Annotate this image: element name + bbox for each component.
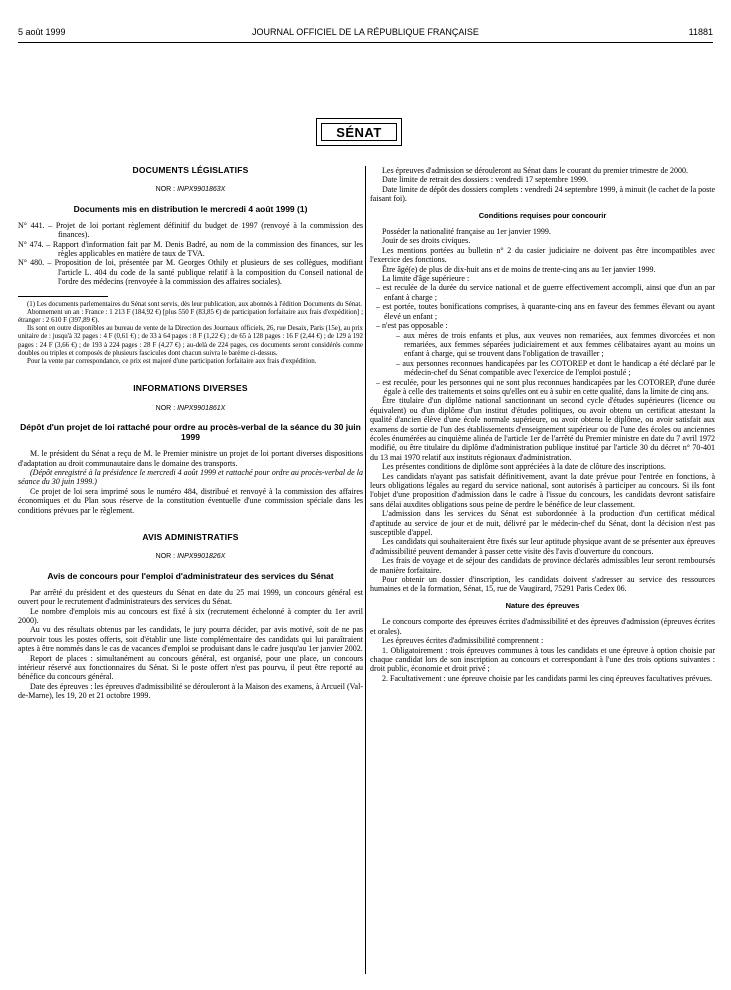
- footnote: (1) Les documents parlementaires du Sénat sont servis, dès leur publication, aux abonnés à l'édition Documents du Sénat.: [27, 300, 362, 308]
- nature-title: Nature des épreuves: [505, 600, 580, 610]
- paragraph: Date limite de retrait des dossiers : vendredi 17 septembre 1999.: [382, 175, 588, 185]
- column-divider: [365, 166, 366, 974]
- nor-label: NOR :: [155, 553, 178, 561]
- journal-title: JOURNAL OFFICIEL DE LA RÉPUBLIQUE FRANÇAISE: [252, 27, 479, 37]
- documents-title: Documents mis en distribution le mercredi 4 août 1999 (1): [73, 203, 308, 214]
- nor-code: INPX9901826X: [177, 553, 226, 561]
- paragraph: Date limite de dépôt des dossiers complets : vendredi 24 septembre 1999, à minuit (le cachet de la poste faisant foi).: [370, 184, 716, 204]
- paragraph: M. le président du Sénat a reçu de M. le Premier ministre un projet de loi portant diverses dispositions d'adaptation au droit communautaire dans le domaine des transports.: [18, 449, 363, 468]
- nor-reference: [18, 185, 363, 194]
- paragraph: Date des épreuves : les épreuves d'admissibilité se dérouleront à la Maison des examens, à Arcueil (Val-de-Marne), les 19, 20 et 21 octobre 1999.: [18, 681, 363, 701]
- paragraph: Les épreuves d'admission se dérouleront au Sénat dans le courant du premier trimestre de 2000.: [382, 166, 689, 175]
- nor-label: NOR :: [155, 186, 178, 194]
- paragraph: Les frais de voyage et de séjour des candidats de province déclarés admissibles leur seront remboursés de manière forfaitaire.: [370, 556, 715, 575]
- paragraph: Être titulaire d'un diplôme national sanctionnant un second cycle d'études supérieures (licence ou équivalent) ou d'un diplôme d'un institut d'études politiques, ou avoir obtenu un certificat attestant la qualité d'ancien élève d'une école normale supérieure, ou avoir obtenu le diplôme, ou avoir satisfait aux examens de sortie de l'un des établissements d'enseignement supérieur ou de l'une des écoles ou anciennes écoles énumérées au cinquième alinéa de l'article 1er de l'arrêté du Premier ministre en date du 7 avril 1972 modifié, ou être titulaire du diplôme d'administration publique institué par l'article 30 du décret n° 70-401 du 13 mai 1970 relatif aux instituts régionaux d'administration.: [370, 396, 715, 462]
- paragraph: La limite d'âge supérieure :: [382, 274, 470, 284]
- heading-avis-administratifs: AVIS ADMINISTRATIFS: [142, 531, 239, 542]
- issue-date: 5 août 1999: [18, 27, 66, 37]
- paragraph: Posséder la nationalité française au 1er janvier 1999.: [382, 227, 551, 237]
- paragraph: (Dépôt enregistré à la présidence le mercredi 4 août 1999 et rattaché pour ordre au procès-verbal de la séance du 30 juin 1999.): [18, 467, 363, 487]
- age-limit-subitem: – aux personnes reconnues handicapées par les COTOREP et dont le handicap a été déclaré par le médecin-chef du Sénat compatible avec l'exercice de l'emploi postulé ;: [396, 358, 715, 378]
- concours-title: Avis de concours pour l'emploi d'administrateur des services du Sénat: [47, 570, 334, 581]
- paragraph: Les épreuves écrites d'admissibilité comprennent :: [382, 636, 544, 646]
- paragraph: Les candidats qui souhaiteraient être fixés sur leur aptitude physique avant de se présenter aux épreuves d'admissibilité peuvent demander à passer cette visite dès l'avis d'ouverture du concours.: [370, 537, 715, 556]
- footnote: Ils sont en outre disponibles au bureau de vente de la Direction des Journaux officiels, 26, rue Desaix, Paris (15e), au prix unitaire de : jusqu'à 32 pages : 4 F (0,61 €) ; de 33 à 64 pages : 8 F (1,22 €) ; de 65 à 128 pages : 16 F (2,44 €) ; de 129 à 192 pages : 24 F (3,66 €) ; de 193 à 224 pages : 28 F (4,27 €) ; au-delà de 224 pages, ces documents seront considérés comme doubles ou triples et composés de plusieurs fascicules dont chacun suivra le barème ci-dessus.: [18, 325, 363, 357]
- nor-code: INPX9901863X: [177, 186, 226, 194]
- age-limit-item: – n'est pas opposable :: [376, 321, 448, 331]
- paragraph: Par arrêté du président et des questeurs du Sénat en date du 25 mai 1999, un concours général est ouvert pour le recrutement d'administrateurs des services du Sénat.: [18, 587, 363, 607]
- document-item: N° 441. – Projet de loi portant règlement définitif du budget de 1997 (renvoyé à la commission des finances).: [18, 220, 363, 240]
- paragraph: 2. Facultativement : une épreuve choisie par les candidats parmi les cinq épreuves facultatives prévues.: [382, 673, 713, 683]
- paragraph: Pour obtenir un dossier d'inscription, les candidats doivent s'adresser au service des ressources humaines et de la formation, Sénat, 15, rue de Vaugirard, 75291 Paris Cedex 06.: [370, 575, 715, 594]
- document-item: N° 474. – Rapport d'information fait par M. Denis Badré, au nom de la commission des finances, sur les règles applicables en matière de taux de TVA.: [18, 239, 363, 259]
- paragraph: Jouir de ses droits civiques.: [382, 236, 471, 246]
- age-limit-item: – est portée, toutes bonifications comprises, à quarante-cinq ans en faveur des femmes élevant ou ayant élevé un enfant ;: [376, 302, 715, 321]
- left-column: [18, 166, 363, 701]
- paragraph: L'admission dans les services du Sénat est subordonnée à la production d'un certificat médical d'aptitude au service de jour et de nuit, délivré par le médecin-chef du Sénat, dont la décision n'est pas susceptible d'appel.: [370, 509, 715, 538]
- page-number: 11881: [688, 27, 713, 37]
- paragraph: 1. Obligatoirement : trois épreuves communes à tous les candidats et une épreuve à option choisie par chaque candidat lors de son inscription au concours et correspondant à l'une des trois options suivantes : droit public, économie et droit privé ;: [370, 645, 715, 674]
- depot-title: Dépôt d'un projet de loi rattaché pour ordre au procès-verbal de la séance du 30 juin 1999: [20, 422, 361, 443]
- age-limit-item: – est reculée de la durée du service national et de guerre effectivement accompli, ainsi que d'un an par enfant à charge ;: [376, 283, 715, 302]
- header-rule: [18, 42, 713, 43]
- document-item: N° 480. – Proposition de loi, présentée par M. Georges Othily et plusieurs de ses collègues, modifiant l'article L. 404 du code de la santé publique relatif à la composition du Conseil national de l'ordre des médecins (renvoyée à la commission des affaires sociales).: [18, 258, 363, 287]
- footnote-separator: [18, 296, 108, 297]
- section-box: [316, 118, 402, 146]
- paragraph: Au vu des résultats obtenus par les candidats, le jury pourra décider, par avis motivé, soit de ne pas pourvoir tous les postes offerts, soit d'établir une liste complémentaire des candidats qui lui paraîtraient aptes à être nommés dans le cas de vacances d'emploi se produisant dans le cadre jusqu'au 1er janvier 2002.: [18, 625, 363, 654]
- heading-informations-diverses: INFORMATIONS DIVERSES: [133, 383, 248, 394]
- paragraph: Les présentes conditions de diplôme sont appréciées à la date de clôture des inscriptions.: [382, 462, 666, 472]
- paragraph: Être âgé(e) de plus de dix-huit ans et de moins de trente-cinq ans au 1er janvier 1999.: [382, 264, 656, 274]
- paragraph: Report de places : simultanément au concours général, est organisé, pour une place, un concours intérieur réservé aux fonctionnaires du Sénat. Si le poste offert n'est pas pourvu, il peut être reporté au bénéfice du concours général.: [18, 653, 363, 682]
- age-limit-item: – est reculée, pour les personnes qui ne sont plus reconnues handicapées par les COTOREP, d'une durée égale à celle des traitements et soins qu'elles ont eu à subir en cette qualité, dans la limite de cinq ans.: [376, 377, 715, 396]
- nor-reference: [18, 404, 363, 413]
- nor-reference: [18, 552, 363, 561]
- right-column: [370, 166, 715, 683]
- footnote: Pour la vente par correspondance, ce prix est majoré d'une participation forfaitaire aux frais d'expédition.: [27, 358, 317, 366]
- paragraph: Les mentions portées au bulletin n° 2 du casier judiciaire ne doivent pas être incompatibles avec l'exercice des fonctions.: [370, 245, 715, 265]
- running-header: [18, 27, 713, 41]
- paragraph: Le nombre d'emplois mis au concours est fixé à six (recrutement échelonné à compter du 1er avril 2000).: [18, 606, 363, 625]
- nor-label: NOR :: [155, 404, 178, 412]
- heading-documents-legislatifs: DOCUMENTS LÉGISLATIFS: [132, 165, 249, 175]
- footnotes: [18, 301, 363, 367]
- conditions-title: Conditions requises pour concourir: [478, 210, 607, 220]
- section-title: SÉNAT: [321, 123, 397, 141]
- paragraph: Les candidats n'ayant pas satisfait définitivement, avant la date prévue pour l'entrée en fonctions, à leurs obligations légales au regard du service national, sont autorisés à participer au concours. Si ils font l'objet d'une proposition d'admission dans le cadre à l'issue du concours, les candidats devront satisfaire sans délai auxdites obligations sous peine de perdre le bénéfice de leur classement.: [370, 471, 715, 509]
- footnote: Abonnement un an : France : 1 213 F (184,92 €) [plus 550 F (83,85 €) de participation forfaitaire aux frais d'expédition] ; étranger : 2 610 F (397,89 €).: [18, 308, 363, 325]
- age-limit-subitem: – aux mères de trois enfants et plus, aux veuves non remariées, aux femmes divorcées et non remariées, aux femmes séparées judiciairement et aux femmes célibataires ayant au moins un enfant à charge, qui se trouvent dans l'obligation de travailler ;: [396, 330, 715, 359]
- paragraph: Le concours comporte des épreuves écrites d'admissibilité et des épreuves d'admission (épreuves écrites et orales).: [370, 617, 715, 636]
- paragraph: Ce projet de loi sera imprimé sous le numéro 484, distribué et renvoyé à la commission des affaires économiques et du Plan sous réserve de la constitution éventuelle d'une commission spéciale dans les conditions prévues par le règlement.: [18, 486, 363, 515]
- nor-code: INPX9901861X: [177, 404, 226, 412]
